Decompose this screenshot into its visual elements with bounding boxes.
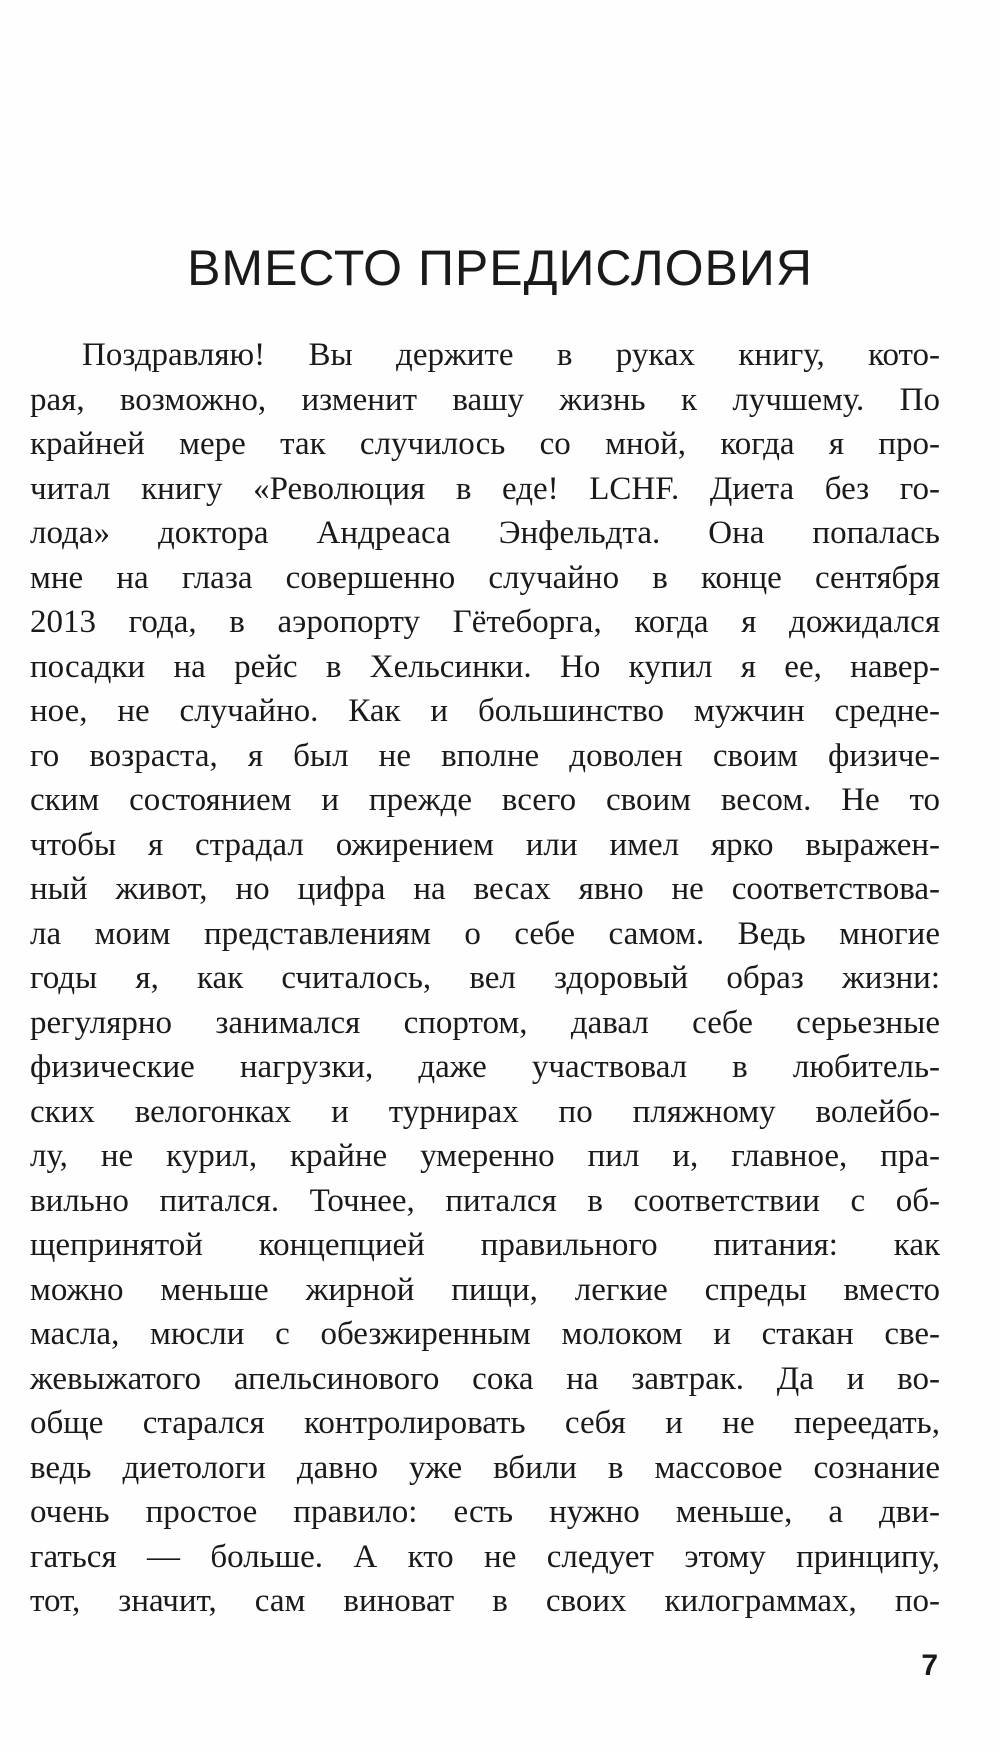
text-line: щепринятой концепцией правильного питания: как: [30, 1227, 940, 1263]
text-line: ведь диетологи давно уже вбили в массовое сознание: [30, 1449, 940, 1486]
text-line: лода» доктора Андреаса Энфельдта. Она попалась: [30, 515, 940, 551]
text-line: гаться — больше. А кто не следует этому принципу,: [30, 1538, 940, 1575]
text-line: масла, мюсли с обезжиренным молоком и стакан све-: [30, 1316, 940, 1352]
text-line: 2013 года, в аэропорту Гётеборга, когда я дожидался: [30, 604, 940, 640]
text-line: очень простое правило: есть нужно меньше, а дви-: [30, 1494, 940, 1530]
text-line: ный живот, но цифра на весах явно не соответствова-: [30, 871, 940, 907]
text-line: читал книгу «Революция в еде! LCHF. Диета без го-: [30, 470, 940, 507]
text-line: ла моим представлениям о себе самом. Ведь многие: [30, 915, 940, 952]
text-line: обще старался контролировать себя и не переедать,: [30, 1405, 940, 1441]
text-line: тот, значит, сам виноват в своих килограммах, по-: [30, 1583, 940, 1619]
text-line: ским состоянием и прежде всего своим весом. Не то: [30, 782, 940, 818]
text-line: крайней мере так случилось со мной, когда я про-: [30, 426, 940, 462]
text-line: вильно питался. Точнее, питался в соответствии с об-: [30, 1182, 940, 1219]
page-number: 7: [921, 1649, 938, 1682]
text-line: посадки на рейс в Хельсинки. Но купил я ее, навер-: [30, 648, 940, 685]
text-line: ное, не случайно. Как и большинство мужчин средне-: [30, 693, 940, 729]
text-line: го возраста, я был не вполне доволен своим физиче-: [30, 737, 940, 774]
text-line: регулярно занимался спортом, давал себе серьезные: [30, 1004, 940, 1041]
text-line: физические нагрузки, даже участвовал в любитель-: [30, 1049, 940, 1085]
text-line: Поздравляю! Вы держите в руках книгу, кото-: [82, 337, 940, 373]
text-line: мне на глаза совершенно случайно в конце сентября: [30, 559, 940, 596]
body-paragraph: [30, 333, 940, 1624]
text-line: можно меньше жирной пищи, легкие спреды вместо: [30, 1271, 940, 1308]
text-line: лу, не курил, крайне умеренно пил и, главное, пра-: [30, 1138, 940, 1174]
chapter-title: ВМЕСТО ПРЕДИСЛОВИЯ: [187, 240, 813, 296]
text-line: жевыжатого апельсинового сока на завтрак. Да и во-: [30, 1360, 940, 1397]
text-line: рая, возможно, изменит вашу жизнь к лучшему. По: [30, 381, 940, 418]
text-line: чтобы я страдал ожирением или имел ярко выражен-: [30, 826, 940, 863]
text-line: годы я, как считалось, вел здоровый образ жизни:: [30, 960, 940, 996]
text-line: ских велогонках и турнирах по пляжному волейбо-: [30, 1093, 940, 1130]
